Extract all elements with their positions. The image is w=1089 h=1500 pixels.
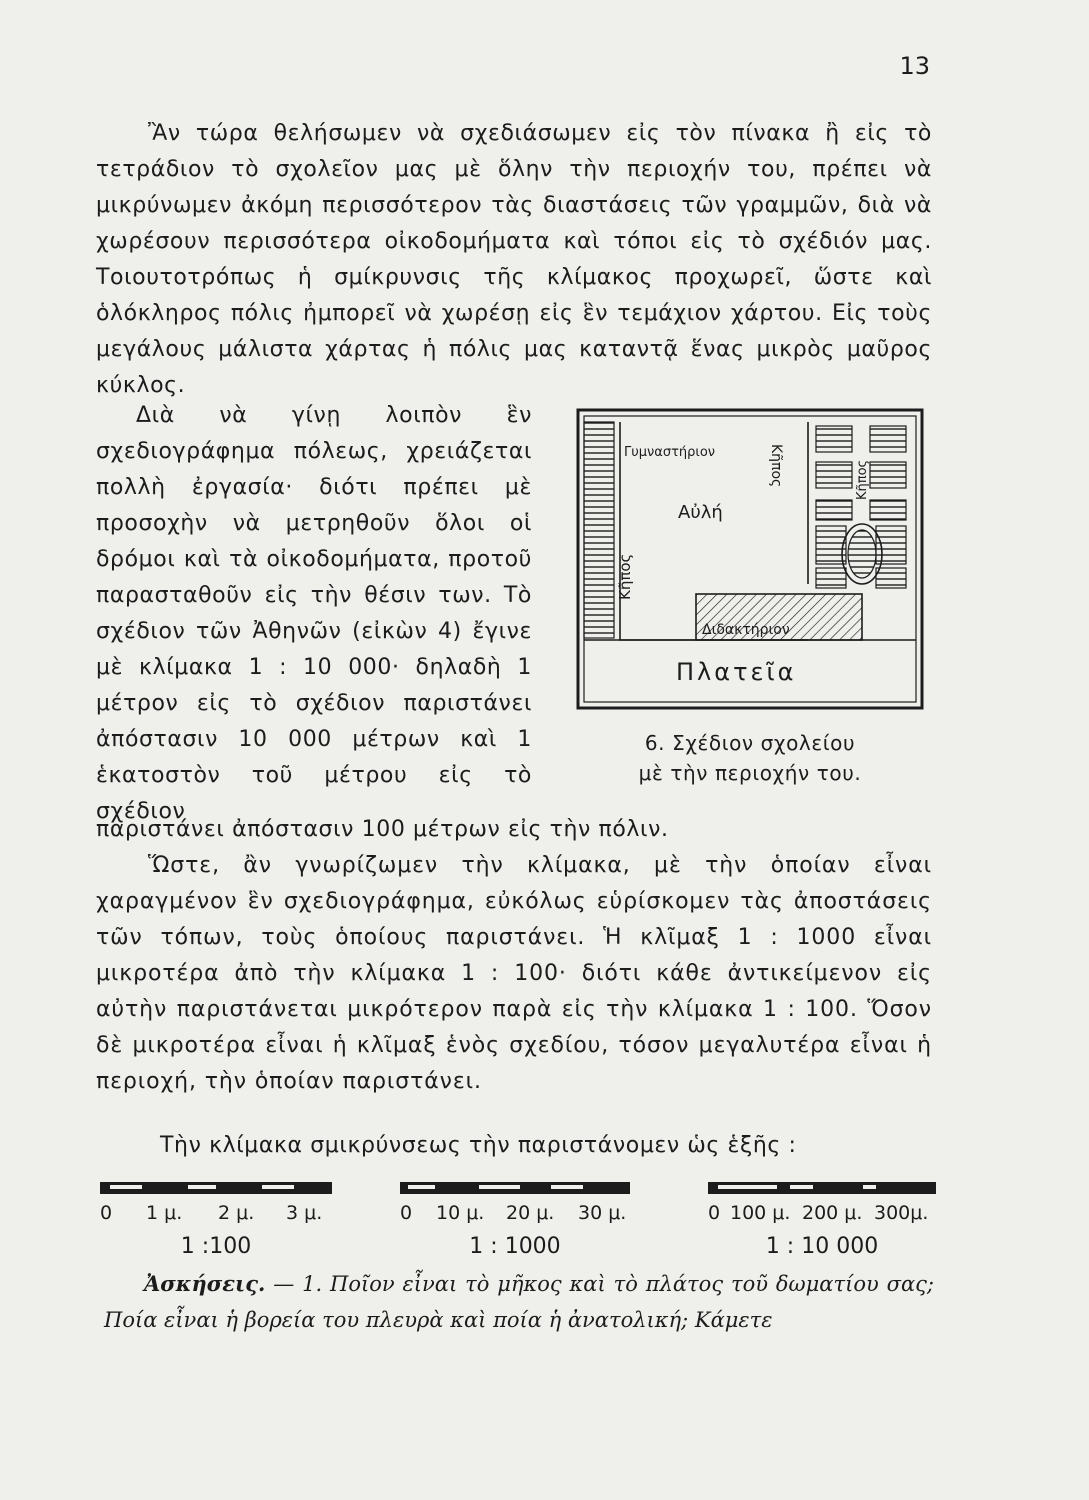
label-courtyard: Αὐλή [678,502,723,523]
scale-bar-graphic [400,1182,630,1194]
scale-ratio: 1 : 10 000 [765,1234,879,1259]
school-plan-drawing [576,408,924,710]
exercises-paragraph [104,1266,934,1338]
label-square: Πλατεῖα [676,658,797,686]
scale-tick: 10 μ. [436,1202,485,1224]
left-garden [584,422,614,638]
scale-bar-1-1000 [400,1182,630,1259]
scale-tick: 1 μ. [146,1202,183,1224]
paragraph-2-tail: παριστάνει ἀπόστασιν 100 μέτρων εἰς τὴν πόλιν. [96,817,669,842]
exercises-heading: Ἀσκήσεις. [144,1271,266,1296]
scale-bar-graphic [708,1182,936,1194]
scale-tick: 20 μ. [506,1202,555,1224]
scale-tick: 30 μ. [578,1202,627,1224]
scale-tick: 0 [400,1202,413,1224]
scale-tick: 0 [708,1202,721,1224]
label-classroom: Διδακτήριον [702,622,790,638]
label-gymnasium: Γυμναστήριον [624,445,716,460]
paragraph-2: Διὰ νὰ γίνῃ λοιπὸν ἓν σχεδιογράφημα πόλεως, χρειάζεται πολλὴ ἐργασία· διότι πρέπει μὲ προσοχὴν νὰ μετρηθοῦν ὅλοι οἱ δρόμοι καὶ τὰ οἰκοδομήματα, προτοῦ παρασταθοῦν εἰς τὴν θέσιν των. Τὸ σχέδιον τῶν Ἀθηνῶν (εἰκὼν 4) ἔγινε μὲ κλίμακα 1 : 10 000· δηλαδὴ 1 μέτρον εἰς τὸ σχέδιον παριστάνει ἀπόστασιν 10 000 μέτρων καὶ 1 ἑκατοστὸν τοῦ μέτρου εἰς τὸ σχέδιον [96,403,532,824]
scale-bar-graphic [100,1182,332,1194]
scale-bar-1-10000 [708,1182,936,1259]
label-garden-mid: Κῆπος [768,444,784,488]
exercises-text: — 1. Ποῖον εἶναι τὸ μῆκος καὶ τὸ πλάτος τοῦ δωματίου σας; Ποία εἶναι ἡ βορεία του πλευρὰ καὶ ποία ἡ ἀνατολική; Κάμετε [104,1272,934,1332]
label-garden-right: Κῆπος [855,459,870,500]
scale-ratio: 1 :100 [180,1234,252,1259]
figure-caption [576,728,924,788]
paragraph-3: Ὥστε, ἂν γνωρίζωμεν τὴν κλίμακα, μὲ τὴν ὁποίαν εἶναι χαραγμένον ἓν σχεδιογράφημα, εὐκόλως εὑρίσκομεν τὰς ἀποστάσεις τῶν τόπων, τοὺς ὁποίους παριστάνει. Ἡ κλῖμαξ 1 : 1000 εἶναι μικροτέρα ἀπὸ τὴν κλίμακα 1 : 100· διότι κάθε ἀντικείμενον εἰς αὐτὴν παριστάνεται μικρότερον παρὰ εἰς τὴν κλίμακα 1 : 100. Ὅσον δὲ μικροτέρα εἶναι ἡ κλῖμαξ ἑνὸς σχεδίου, τόσον μεγαλυτέρα εἶναι ἡ περιοχή, τὴν ὁποίαν παριστάνει. [96,853,932,1094]
scale-tick: 3 μ. [286,1202,323,1224]
scale-tick: 2 μ. [218,1202,255,1224]
school-plan-figure [576,408,924,710]
caption-line-1: 6. Σχέδιον σχολείου [644,731,856,755]
scale-tick: 100 μ. [730,1202,791,1224]
label-garden-left: Κῆπος [616,553,634,600]
scale-bar-1-100 [100,1182,332,1259]
scale-tick: 200 μ. [802,1202,863,1224]
scale-tick: 300μ. [874,1202,929,1224]
scale-tick: 0 [100,1202,113,1224]
caption-line-2: μὲ τὴν περιοχήν του. [638,761,862,785]
paragraph-4: Τὴν κλίμακα σμικρύνσεως τὴν παριστάνομεν ὡς ἑξῆς : [160,1133,797,1158]
paragraph-1: Ἂν τώρα θελήσωμεν νὰ σχεδιάσωμεν εἰς τὸν πίνακα ἢ εἰς τὸ τετράδιον τὸ σχολεῖον μας μὲ ὅλην τὴν περιοχήν του, πρέπει νὰ μικρύνωμεν ἀκόμη περισσότερον τὰς διαστάσεις τῶν γραμμῶν, διὰ νὰ χωρέσουν περισσότερα οἰκοδομήματα καὶ τόποι εἰς τὸ σχέδιόν μας. Τοιουτοτρόπως ἡ σμίκρυνσις τῆς κλίμακος προχωρεῖ, ὥστε καὶ ὁλόκληρος πόλις ἠμπορεῖ νὰ χωρέσῃ εἰς ἓν τεμάχιον χάρτου. Εἰς τοὺς μεγάλους μάλιστα χάρτας ἡ πόλις μας καταντᾷ ἕνας μικρὸς μαῦρος κύκλος. [96,121,932,398]
scale-ratio: 1 : 1000 [469,1234,561,1259]
page-number: 13 [899,52,930,80]
